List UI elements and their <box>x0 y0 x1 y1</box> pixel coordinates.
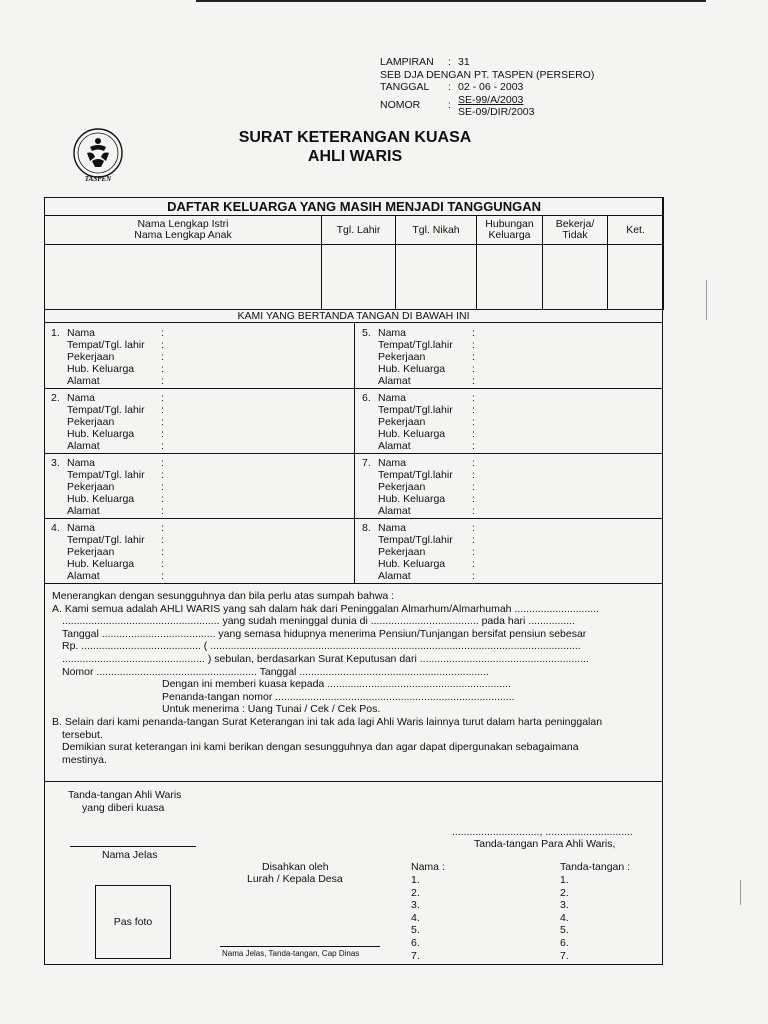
pas-foto-label: Pas foto <box>113 916 153 928</box>
decl-a9: Untuk menerima : Uang Tunai / Cek / Cek Pos. <box>162 703 381 716</box>
field-colon: : <box>161 363 164 375</box>
signer-field-input[interactable] <box>169 363 339 374</box>
signer-field-input[interactable] <box>480 404 650 415</box>
decl-a2: ...................................................... yang sudah meninggal dunia di ..................................... pada hari ................ <box>62 615 575 628</box>
signer-field-label: Hub. Keluarga <box>67 558 135 570</box>
official-signature-line <box>220 946 380 947</box>
signer-block <box>355 388 665 453</box>
signer-field-input[interactable] <box>169 440 339 451</box>
signature-slot-number: 2. <box>560 886 569 899</box>
field-colon: : <box>161 351 164 363</box>
title-line-2: AHLI WARIS <box>307 148 403 165</box>
heir-sig-line2: yang diberi kuasa <box>82 801 165 814</box>
signer-field-input[interactable] <box>169 505 339 516</box>
seb-line: SEB DJA DENGAN PT. TASPEN (PERSERO) <box>380 68 595 81</box>
signer-field-label: Alamat <box>67 375 100 387</box>
ttd-number-list <box>560 874 569 962</box>
field-colon: : <box>161 558 164 570</box>
signer-field-label: Pekerjaan <box>378 546 426 558</box>
signer-field-label: Tempat/Tgl. lahir <box>67 534 145 546</box>
signer-field-input[interactable] <box>169 534 339 545</box>
separator: : <box>448 56 451 68</box>
field-colon: : <box>161 392 164 404</box>
signer-field-label: Tempat/Tgl. lahir <box>67 404 145 416</box>
decl-c2: mestinya. <box>62 753 107 766</box>
signer-field-input[interactable] <box>169 351 339 362</box>
field-colon: : <box>472 558 475 570</box>
signer-field-input[interactable] <box>480 481 650 492</box>
decl-b1: B. Selain dari kami penanda-tangan Surat Keterangan ini tak ada lagi Ahli Waris lainnya turut dalam harta peninggalan <box>52 715 603 728</box>
signer-number: 4. <box>51 522 60 534</box>
field-colon: : <box>472 505 475 517</box>
signers-heading: KAMI YANG BERTANDA TANGAN DI BAWAH INI <box>44 309 663 323</box>
signature-slot-number: 4. <box>560 911 569 924</box>
field-colon: : <box>472 546 475 558</box>
field-colon: : <box>472 404 475 416</box>
signer-number: 2. <box>51 392 60 404</box>
family-table <box>44 197 664 310</box>
signature-slot-number: 7. <box>411 949 420 962</box>
decl-a3: Tanggal ....................................... yang semasa hidupnya menerima Pensiun/Tunjangan bersifat pensiun sebesar <box>62 627 587 640</box>
signer-field-input[interactable] <box>169 339 339 350</box>
decl-a4: Rp. ......................................... ( ............................................................................................................................... <box>62 640 581 653</box>
signer-field-input[interactable] <box>480 558 650 569</box>
signer-number: 6. <box>362 392 371 404</box>
signature-line <box>70 846 196 847</box>
signer-field-input[interactable] <box>169 546 339 557</box>
col-ket-header: Ket. <box>608 216 664 245</box>
signer-field-input[interactable] <box>169 481 339 492</box>
field-colon: : <box>472 416 475 428</box>
signer-field-label: Alamat <box>378 375 411 387</box>
signature-slot-number: 5. <box>411 924 420 937</box>
decl-a7: Dengan ini memberi kuasa kepada ............................................................... <box>162 678 511 691</box>
signer-number: 7. <box>362 457 371 469</box>
lampiran-value: 31 <box>458 56 470 68</box>
tanggal-label: TANGGAL <box>380 81 430 93</box>
decl-a5: ................................................. ) sebulan, berdasarkan Surat Keputusan dari .......................................................... <box>62 652 589 665</box>
decl-b2: tersebut. <box>62 728 103 741</box>
signer-field-label: Hub. Keluarga <box>378 493 446 505</box>
nama-column-label: Nama : <box>411 861 445 873</box>
signer-field-label: Hub. Keluarga <box>67 428 135 440</box>
col-hubungan-line2: Keluarga <box>488 229 531 241</box>
signer-field-label: Tempat/Tgl.lahir <box>378 469 453 481</box>
field-colon: : <box>472 469 475 481</box>
signer-field-input[interactable] <box>169 522 339 533</box>
signer-field-input[interactable] <box>480 339 650 350</box>
family-cell-nama[interactable] <box>45 245 322 310</box>
col-bekerja-header <box>543 216 608 245</box>
family-cell-hubungan[interactable] <box>477 245 543 310</box>
decl-a6: Nomor ....................................................... Tanggal ................................................................. <box>62 665 489 678</box>
field-colon: : <box>472 522 475 534</box>
signer-field-label: Nama <box>67 522 96 534</box>
field-colon: : <box>161 457 164 469</box>
signer-field-input[interactable] <box>480 546 650 557</box>
document-title <box>200 128 510 166</box>
signature-slot-number: 7. <box>560 949 569 962</box>
signature-slot-number: 5. <box>560 924 569 937</box>
field-colon: : <box>472 481 475 493</box>
family-table-caption: DAFTAR KELUARGA YANG MASIH MENJADI TANGGUNGAN <box>45 198 664 216</box>
signer-field-label: Alamat <box>378 570 411 582</box>
signer-field-label: Nama <box>378 392 407 404</box>
family-cell-ket[interactable] <box>608 245 664 310</box>
signer-field-input[interactable] <box>169 558 339 569</box>
signer-field-input[interactable] <box>169 493 339 504</box>
signer-field-input[interactable] <box>169 469 339 480</box>
signer-field-label: Pekerjaan <box>378 481 426 493</box>
all-heirs-caption: Tanda-tangan Para Ahli Waris, <box>474 838 616 850</box>
signer-field-label: Tempat/Tgl.lahir <box>378 404 453 416</box>
separator: : <box>448 81 451 93</box>
section-divider <box>44 781 663 782</box>
signer-field-input[interactable] <box>480 570 650 581</box>
signer-field-input[interactable] <box>169 375 339 386</box>
nomor-label: NOMOR <box>380 98 421 111</box>
signature-slot-number: 2. <box>411 886 420 899</box>
signer-block <box>44 518 354 583</box>
signature-slot-number: 3. <box>560 899 569 912</box>
field-colon: : <box>472 327 475 339</box>
signer-field-label: Tempat/Tgl.lahir <box>378 339 453 351</box>
signer-field-label: Hub. Keluarga <box>67 363 135 375</box>
col-hubungan-header <box>477 216 543 245</box>
signer-field-input[interactable] <box>480 440 650 451</box>
field-colon: : <box>472 339 475 351</box>
signer-field-label: Hub. Keluarga <box>378 363 446 375</box>
field-colon: : <box>161 375 164 387</box>
decl-a8: Penanda-tangan nomor .................................................................................. <box>162 690 515 703</box>
signer-field-input[interactable] <box>480 493 650 504</box>
signer-number: 8. <box>362 522 371 534</box>
signer-block <box>355 323 665 388</box>
signer-field-label: Hub. Keluarga <box>378 428 446 440</box>
nomor-value-1: SE-99/A/2003 <box>458 93 524 106</box>
field-colon: : <box>472 534 475 546</box>
field-colon: : <box>472 363 475 375</box>
logo-text: TASPEN <box>84 175 112 183</box>
signer-field-input[interactable] <box>169 570 339 581</box>
decl-a1: A. Kami semua adalah AHLI WARIS yang sah dalam hak dari Peninggalan Almarhum/Almarhumah ............................. <box>52 602 600 615</box>
signer-field-label: Pekerjaan <box>378 351 426 363</box>
signer-field-label: Pekerjaan <box>67 546 115 558</box>
signer-field-input[interactable] <box>169 428 339 439</box>
signer-field-input[interactable] <box>480 428 650 439</box>
signer-field-input[interactable] <box>480 469 650 480</box>
signer-field-label: Alamat <box>67 505 100 517</box>
field-colon: : <box>161 546 164 558</box>
signer-block <box>44 388 354 453</box>
grid-divider <box>44 453 663 454</box>
taspen-seal-icon <box>70 127 126 183</box>
heir-sig-line1: Tanda-tangan Ahli Waris <box>68 789 182 801</box>
signer-field-label: Pekerjaan <box>67 416 115 428</box>
official-footer-note: Nama Jelas, Tanda-tangan, Cap Dinas <box>222 949 360 958</box>
signer-block <box>355 518 665 583</box>
signer-field-label: Nama <box>378 457 407 469</box>
family-cell-bekerja[interactable] <box>543 245 608 310</box>
signer-field-label: Pekerjaan <box>67 351 115 363</box>
declaration-text <box>52 590 658 766</box>
signer-field-label: Nama <box>67 392 96 404</box>
signer-field-input[interactable] <box>480 375 650 386</box>
signer-field-input[interactable] <box>480 363 650 374</box>
field-colon: : <box>472 351 475 363</box>
signer-field-label: Hub. Keluarga <box>378 558 446 570</box>
signer-field-input[interactable] <box>480 327 650 338</box>
signer-field-label: Tempat/Tgl.lahir <box>378 534 453 546</box>
scan-mark <box>740 880 741 905</box>
field-colon: : <box>161 469 164 481</box>
field-colon: : <box>161 404 164 416</box>
field-colon: : <box>472 392 475 404</box>
scan-mark <box>706 280 707 320</box>
signature-slot-number: 4. <box>411 911 420 924</box>
field-colon: : <box>161 534 164 546</box>
signature-slot-number: 3. <box>411 899 420 912</box>
field-colon: : <box>161 339 164 351</box>
place-date-dots: .............................., .............................. <box>452 826 633 838</box>
field-colon: : <box>161 428 164 440</box>
family-cell-tgl-lahir[interactable] <box>322 245 396 310</box>
reference-block <box>380 56 594 119</box>
signer-field-label: Alamat <box>378 440 411 452</box>
signer-field-input[interactable] <box>169 457 339 468</box>
separator: : <box>448 98 451 111</box>
signer-field-input[interactable] <box>169 327 339 338</box>
signer-block <box>44 323 354 388</box>
signer-number: 1. <box>51 327 60 339</box>
field-colon: : <box>161 522 164 534</box>
signature-slot-number: 6. <box>411 936 420 949</box>
decl-c1: Demikian surat keterangan ini kami berikan dengan sesungguhnya dan agar dapat dipergunakan sebagaimana <box>62 741 579 754</box>
signer-field-input[interactable] <box>480 416 650 427</box>
col-nama-header <box>45 216 322 245</box>
field-colon: : <box>472 440 475 452</box>
signer-field-label: Nama <box>67 327 96 339</box>
disahkan-line1: Disahkan oleh <box>262 861 329 873</box>
signer-field-input[interactable] <box>480 392 650 403</box>
signer-field-label: Nama <box>378 327 407 339</box>
tanggal-value: 02 - 06 - 2003 <box>458 81 524 93</box>
family-cell-tgl-nikah[interactable] <box>396 245 477 310</box>
col-nama-line1: Nama Lengkap Istri <box>137 218 229 230</box>
field-colon: : <box>161 481 164 493</box>
field-colon: : <box>161 416 164 428</box>
signer-field-label: Nama <box>67 457 96 469</box>
col-bekerja-line1: Bekerja/ <box>555 218 595 230</box>
top-border-line <box>196 0 706 2</box>
signer-field-label: Pekerjaan <box>378 416 426 428</box>
signer-number: 5. <box>362 327 371 339</box>
signer-field-input[interactable] <box>480 457 650 468</box>
signer-field-input[interactable] <box>480 534 650 545</box>
grid-divider <box>44 388 663 389</box>
field-colon: : <box>161 570 164 582</box>
signature-slot-number: 6. <box>560 936 569 949</box>
signer-field-label: Alamat <box>378 505 411 517</box>
field-colon: : <box>472 570 475 582</box>
field-colon: : <box>472 457 475 469</box>
col-hubungan-line1: Hubungan <box>485 218 534 230</box>
heir-signature-caption <box>68 789 181 814</box>
signer-field-label: Pekerjaan <box>67 481 115 493</box>
ttd-column-label: Tanda-tangan : <box>560 861 631 873</box>
signer-field-label: Tempat/Tgl. lahir <box>67 469 145 481</box>
field-colon: : <box>161 327 164 339</box>
field-colon: : <box>472 493 475 505</box>
col-bekerja-line2: Tidak <box>562 229 588 241</box>
col-nama-line2: Nama Lengkap Anak <box>134 229 232 241</box>
signer-field-label: Hub. Keluarga <box>67 493 135 505</box>
signer-field-input[interactable] <box>169 404 339 415</box>
nomor-value-2: SE-09/DIR/2003 <box>458 106 535 118</box>
signature-slot-number: 1. <box>560 874 569 886</box>
disahkan-line2: Lurah / Kepala Desa <box>247 873 343 885</box>
field-colon: : <box>161 493 164 505</box>
lampiran-label: LAMPIRAN <box>380 56 434 68</box>
decl-intro: Menerangkan dengan sesungguhnya dan bila perlu atas sumpah bahwa : <box>52 590 395 602</box>
col-tgl-lahir-header: Tgl. Lahir <box>322 216 396 245</box>
signer-field-input[interactable] <box>480 522 650 533</box>
field-colon: : <box>472 375 475 387</box>
signer-field-input[interactable] <box>169 416 339 427</box>
signer-field-label: Alamat <box>67 440 100 452</box>
signer-field-input[interactable] <box>169 392 339 403</box>
signer-block <box>355 453 665 518</box>
signer-block <box>44 453 354 518</box>
nama-number-list <box>411 874 420 962</box>
nama-jelas-label: Nama Jelas <box>102 849 158 861</box>
title-line-1: SURAT KETERANGAN KUASA <box>238 129 472 146</box>
field-colon: : <box>472 428 475 440</box>
col-tgl-nikah-header: Tgl. Nikah <box>396 216 477 245</box>
field-colon: : <box>161 505 164 517</box>
field-colon: : <box>161 440 164 452</box>
signer-field-label: Alamat <box>67 570 100 582</box>
photo-box[interactable] <box>95 885 171 959</box>
signer-field-input[interactable] <box>480 351 650 362</box>
signature-slot-number: 1. <box>411 874 420 886</box>
signer-number: 3. <box>51 457 60 469</box>
signer-field-input[interactable] <box>480 505 650 516</box>
signer-field-label: Tempat/Tgl. lahir <box>67 339 145 351</box>
grid-divider <box>44 583 663 584</box>
grid-divider <box>44 518 663 519</box>
signer-field-label: Nama <box>378 522 407 534</box>
